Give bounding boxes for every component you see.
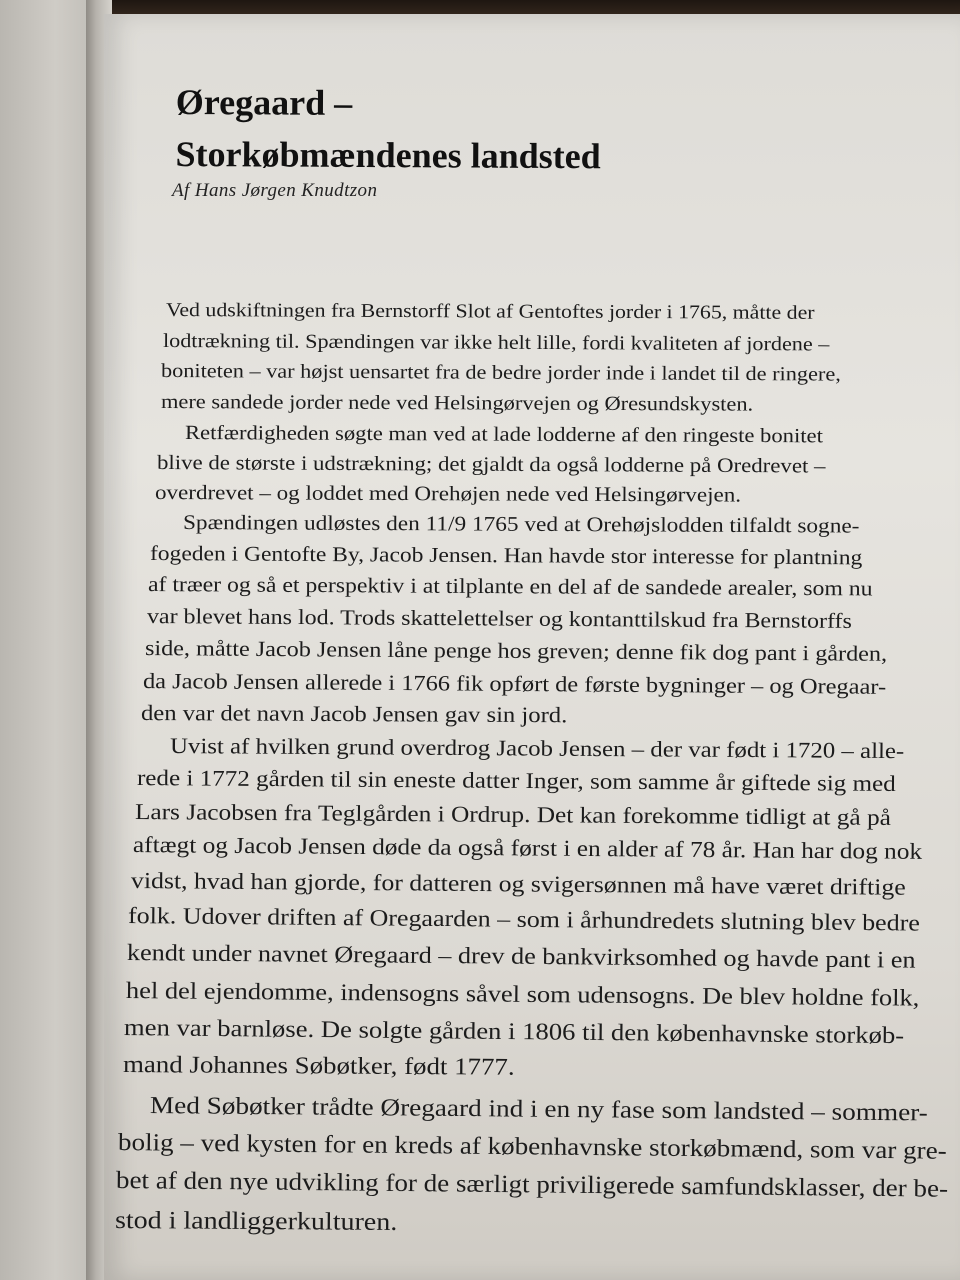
body-line: Spændingen udløstes den 11/9 1765 ved at Orehøjslodden tilfaldt sogne-: [182, 510, 860, 538]
body-line: blive de største i udstrækning; det gjaldt da også lodderne på Oredrevet –: [156, 451, 826, 478]
title-line-2: Storkøbmændenes landsted: [175, 133, 601, 177]
body-line: Lars Jacobsen fra Teglgården i Ordrup. Det kan forekomme tidligt at gå på: [134, 799, 892, 831]
body-line: bet af den nye udvikling for de særligt priviligerede samfundsklasser, der be-: [115, 1167, 949, 1203]
body-line: da Jacob Jensen allerede i 1766 fik opført de første bygninger – og Oregaar-: [142, 668, 887, 699]
body-line: folk. Udover driften af Oregaarden – som i århundredets slutning blev bedre: [127, 903, 920, 937]
body-line: kendt under navnet Øregaard – drev de bankvirksomhed og havde pant i en: [126, 939, 916, 974]
body-line: Ved udskiftningen fra Bernstorff Slot af Gentoftes jorder i 1765, måtte der: [165, 300, 815, 325]
body-line: Uvist af hvilken grund overdrog Jacob Jensen – der var født i 1720 – alle-: [169, 732, 905, 763]
body-line: men var barnløse. De solgte gården i 1806 til den københavnske storkøb-: [123, 1014, 905, 1049]
body-line: bolig – ved kysten for en kreds af københavnske storkøbmænd, som var gre-: [117, 1129, 947, 1165]
body-line: fogeden i Gentofte By, Jacob Jensen. Han havde stor interesse for plantning: [149, 541, 863, 570]
body-line: Med Søbøtker trådte Øregaard ind i en ny fase som landsted – sommer-: [149, 1092, 928, 1127]
body-line: aftægt og Jacob Jensen døde da også først i en alder af 78 år. Han har dog nok: [132, 832, 923, 865]
body-line: Retfærdigheden søgte man ved at lade lodderne af den ringeste bonitet: [184, 421, 823, 448]
body-line: side, måtte Jacob Jensen låne penge hos greven; denne fik dog pant i gården,: [144, 636, 888, 666]
body-line: lodtrækning til. Spændingen var ikke helt lille, fordi kvaliteten af jordene –: [162, 330, 830, 356]
body-line: stod i landliggerkulturen.: [114, 1207, 398, 1236]
body-line: hel del ejendomme, indensogns såvel som udensogns. De blev holdne folk,: [125, 977, 920, 1012]
body-line: var blevet hans lod. Trods skattelettelser og kontanttilskud fra Bernstorffs: [146, 604, 852, 634]
article-byline: Af Hans Jørgen Knudtzon: [172, 180, 378, 201]
body-line: vidst, hvad han gjorde, for datteren og svigersønnen må have været driftige: [130, 868, 906, 900]
body-line: mere sandede jorder nede ved Helsingørvejen og Øresundskysten.: [160, 391, 754, 416]
body-line: mand Johannes Søbøtker, født 1777.: [122, 1051, 515, 1081]
body-line: rede i 1772 gården til sin eneste datter Inger, som samme år giftede sig med: [136, 764, 896, 796]
body-line: den var det navn Jacob Jensen gav sin jord.: [140, 699, 568, 728]
body-line: af træer og så et perspektiv i at tilplante en del af de sandede arealer, som nu: [147, 572, 873, 601]
title-line-1: Øregaard –: [175, 81, 353, 123]
body-line: overdrevet – og loddet med Orehøjen nede ved Helsingørvejen.: [154, 481, 742, 507]
body-line: boniteten – var højst uensartet fra de bedre jorder inde i landet til de ringere,: [160, 360, 841, 386]
